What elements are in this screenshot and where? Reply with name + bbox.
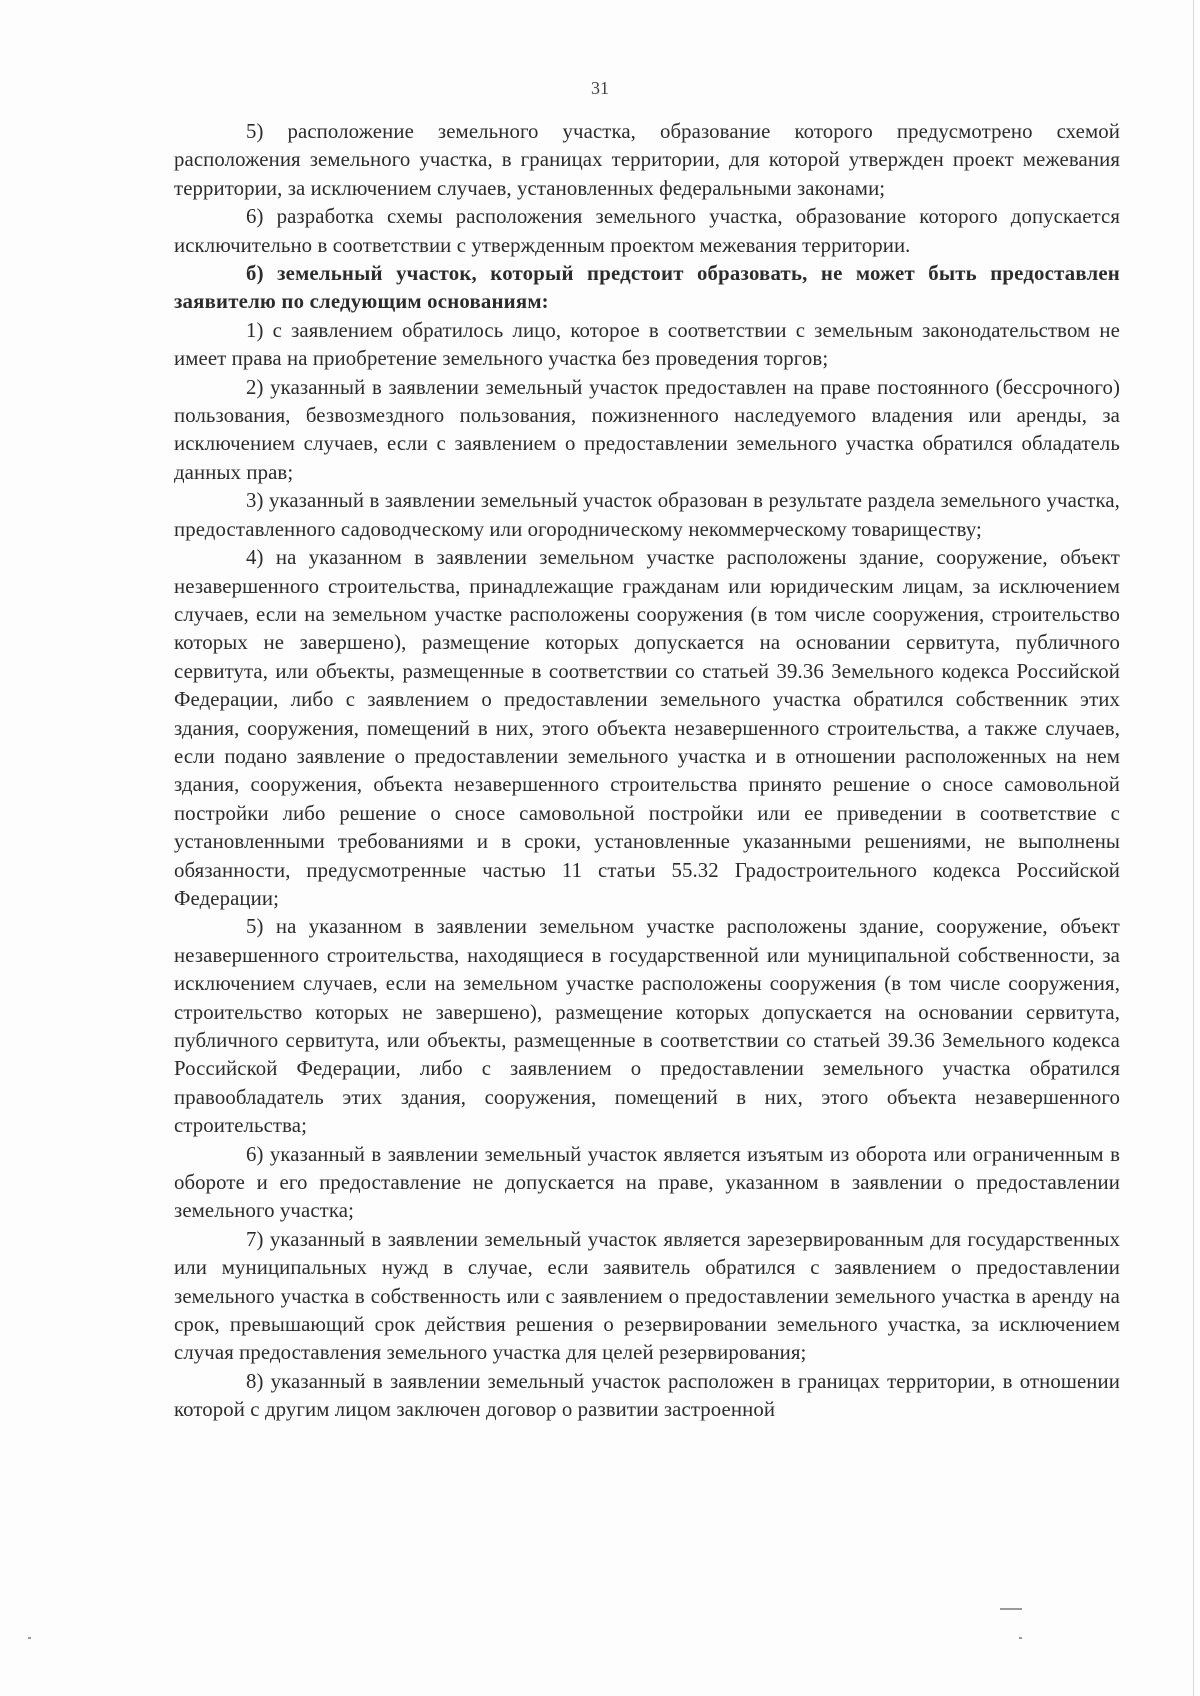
paragraph-refusal-8: 8) указанный в заявлении земельный участок расположен в границах территории, в отношении которой с другим лицом заключен договор о развитии застроенной	[174, 1369, 1120, 1422]
page-number: 31	[591, 78, 609, 98]
page-edge-shadow	[1193, 0, 1194, 1696]
scan-artifact-dot	[1019, 1637, 1022, 1639]
paragraph-refusal-3: 3) указанный в заявлении земельный участок образован в результате раздела земельного участка, предоставленного садоводческому или огородническому некоммерческому товариществу;	[174, 489, 1120, 541]
paragraph-item-5-schema-location: 5) расположение земельного участка, образование которого предусмотрено схемой расположения земельного участка, в границах территории, для которой утвержден проект межевания территории, за исключением случаев, установленных федеральными законами;	[174, 120, 1120, 200]
paragraph-refusal-4: 4) на указанном в заявлении земельном участке расположены здание, сооружение, объект незавершенного строительства, принадлежащие гражданам или юридическим лицам, за исключением случаев, если на земельном участке расположены сооружения (в том числе сооружения, строительство которых не завершено), размещение которых допускается на основании сервитута, публичного сервитута, или объекты, размещенные в соответствии со статьей 39.36 Земельного кодекса Российской Федерации, либо с заявлением о предоставлении земельного участка обратился собственник этих здания, сооружения, помещений в них, этого объекта незавершенного строительства, а также случаев, если подано заявление о предоставлении земельного участка и в отношении расположенных на нем здания, сооружения, объекта незавершенного строительства принято решение о сносе самовольной постройки либо решение о сносе самовольной постройки или ее приведении в соответствие с установленными требованиями и в сроки, установленные указанными решениями, не выполнены обязанности, предусмотренные частью 11 статьи 55.32 Градостроительного кодекса Российской Федерации;	[174, 546, 1120, 910]
scan-artifact-mark	[1000, 1608, 1022, 1610]
scan-artifact-dot	[28, 1637, 31, 1639]
paragraph-item-6-schema-development: 6) разработка схемы расположения земельного участка, образование которого допускается исключительно в соответствии с утвержденным проектом межевания территории.	[174, 205, 1120, 257]
document-body	[174, 118, 1120, 1425]
section-heading-refusal-grounds: б) земельный участок, который предстоит образовать, не может быть предоставлен заявителю по следующим основаниям:	[174, 262, 1120, 314]
paragraph-refusal-1: 1) с заявлением обратилось лицо, которое в соответствии с земельным законодательством не имеет права на приобретение земельного участка без проведения торгов;	[174, 318, 1120, 371]
paragraph-refusal-7: 7) указанный в заявлении земельный участок является зарезервированным для государственных или муниципальных нужд в случае, если заявитель обратился с заявлением о предоставлении земельного участка в собственность или с заявлением о предоставлении земельного участка в аренду на срок, превышающий срок действия решения о резервировании земельного участка, за исключением случая предоставления земельного участка для целей резервирования;	[174, 1227, 1120, 1365]
paragraph-refusal-2: 2) указанный в заявлении земельный участок предоставлен на праве постоянного (бессрочного) пользования, безвозмездного пользования, пожизненного наследуемого владения или аренды, за исключением случаев, если с заявлением о предоставлении земельного участка обратился обладатель данных прав;	[174, 375, 1120, 484]
paragraph-refusal-5: 5) на указанном в заявлении земельном участке расположены здание, сооружение, объект незавершенного строительства, находящиеся в государственной или муниципальной собственности, за исключением случаев, если на земельном участке расположены сооружения (в том числе сооружения, строительство которых не завершено), размещение которых допускается на основании сервитута, публичного сервитута, или объекты, размещенные в соответствии со статьей 39.36 Земельного кодекса Российской Федерации, либо с заявлением о предоставлении земельного участка обратился правообладатель этих здания, сооружения, помещений в них, этого объекта незавершенного строительства;	[174, 915, 1120, 1138]
paragraph-refusal-6: 6) указанный в заявлении земельный участок является изъятым из оборота или ограниченным в обороте и его предоставление не допускается на праве, указанном в заявлении о предоставлении земельного участка;	[174, 1142, 1120, 1223]
